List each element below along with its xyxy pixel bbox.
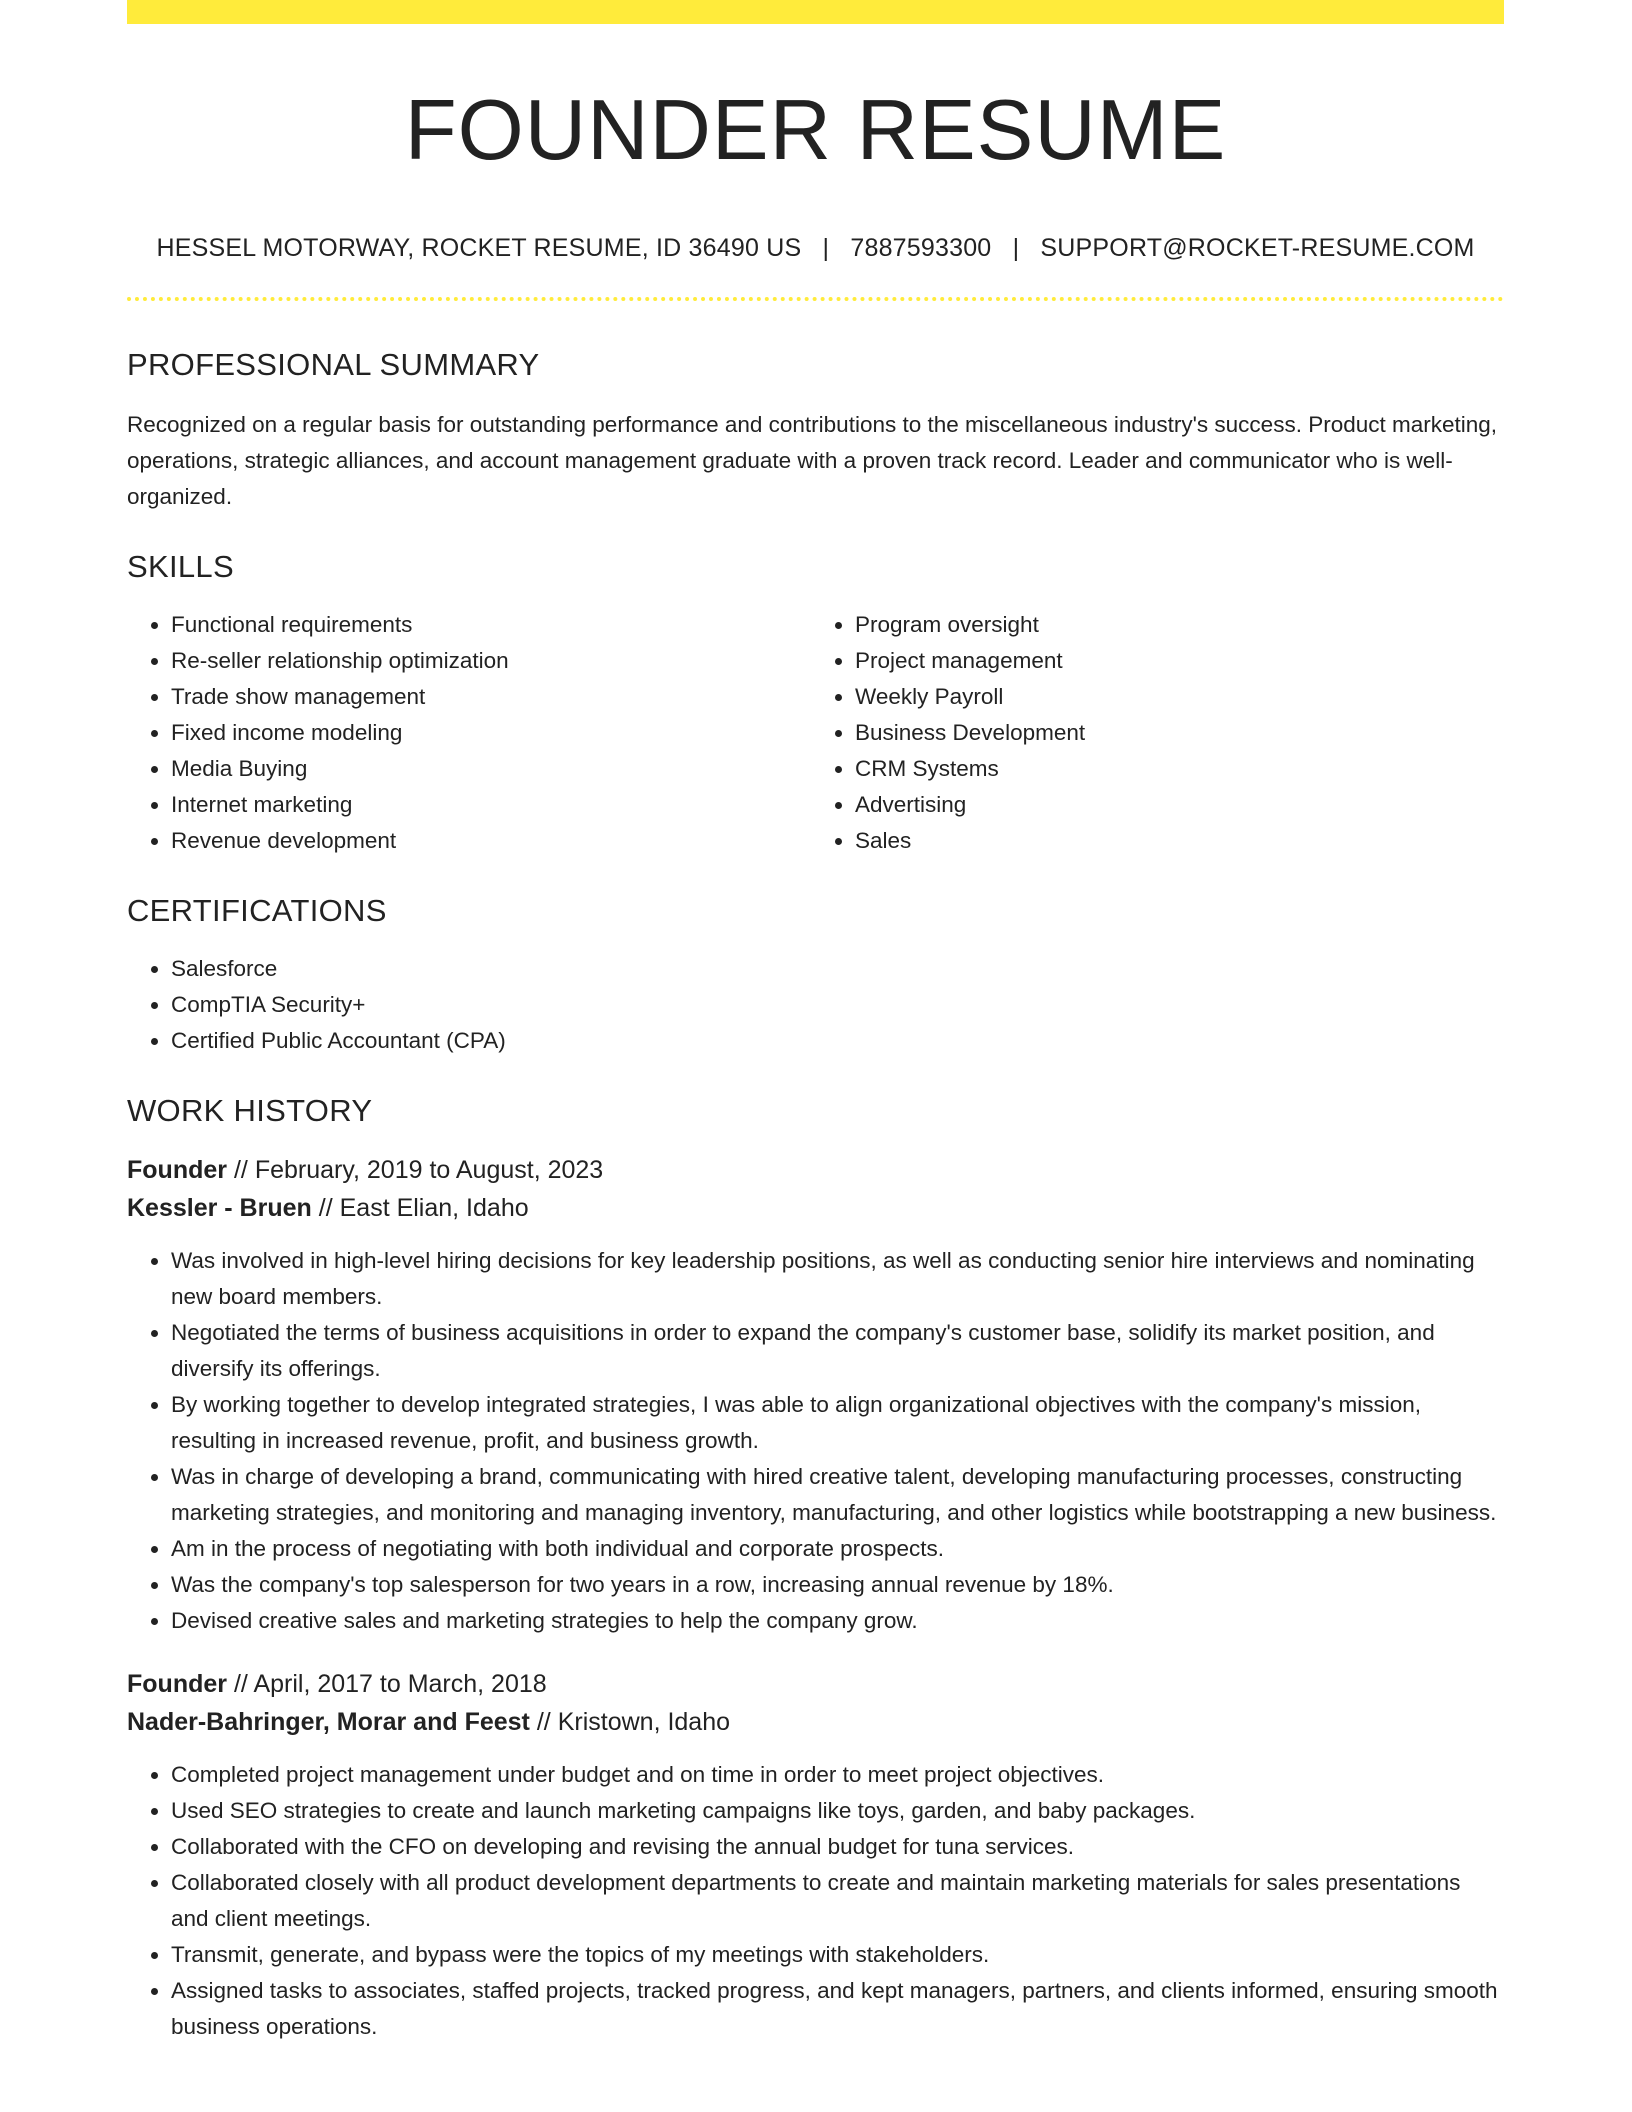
job-separator: // bbox=[318, 1193, 333, 1222]
resume-page bbox=[127, 0, 1504, 2045]
job-location: Kristown, Idaho bbox=[557, 1707, 731, 1736]
skill-item: • CRM Systems bbox=[855, 751, 1489, 787]
job-role: Founder bbox=[127, 1669, 227, 1698]
job-bullet: • Completed project management under budget and on time in order to meet project objectives. bbox=[171, 1757, 1504, 1793]
job-company: Nader-Bahringer, Morar and Feest bbox=[127, 1707, 530, 1736]
job-company: Kessler - Bruen bbox=[127, 1193, 312, 1222]
skill-item: • Business Development bbox=[855, 715, 1489, 751]
job-bullet: • Used SEO strategies to create and launch marketing campaigns like toys, garden, and baby packages. bbox=[171, 1793, 1504, 1829]
job-bullet: • Negotiated the terms of business acquisitions in order to expand the company's customer base, solidify its market position, and diversify its offerings. bbox=[171, 1315, 1504, 1387]
job-entry bbox=[127, 1665, 1504, 2045]
work-history-heading: WORK HISTORY bbox=[127, 1092, 373, 1128]
contact-address: HESSEL MOTORWAY, ROCKET RESUME, ID 36490 US bbox=[156, 233, 802, 262]
skill-item: • Revenue development bbox=[171, 823, 805, 859]
certification-item: • CompTIA Security+ bbox=[171, 987, 1504, 1023]
skill-item: • Functional requirements bbox=[171, 607, 805, 643]
job-bullet: • By working together to develop integrated strategies, I was able to align organizational objectives with the company's mission, resulting in increased revenue, profit, and business growth. bbox=[171, 1387, 1504, 1459]
job-role-line bbox=[127, 1151, 1504, 1189]
job-bullet: • Collaborated with the CFO on developing and revising the annual budget for tuna services. bbox=[171, 1829, 1504, 1865]
skill-item: • Fixed income modeling bbox=[171, 715, 805, 751]
job-location: East Elian, Idaho bbox=[339, 1193, 529, 1222]
skill-item: • Weekly Payroll bbox=[855, 679, 1489, 715]
contact-separator: | bbox=[822, 233, 830, 262]
job-company-line bbox=[127, 1189, 1504, 1227]
job-company-line bbox=[127, 1703, 1504, 1741]
job-bullet-list bbox=[127, 1243, 1504, 1639]
job-bullet-list bbox=[127, 1757, 1504, 2045]
skill-item: • Advertising bbox=[855, 787, 1489, 823]
summary-heading: PROFESSIONAL SUMMARY bbox=[127, 346, 540, 382]
summary-text: Recognized on a regular basis for outstanding performance and contributions to the miscellaneous industry's success. Product marketing, operations, strategic alliances, and account management graduate with a proven track record. Leader and communicator who is well-organized. bbox=[127, 411, 1498, 509]
certification-item: • Certified Public Accountant (CPA) bbox=[171, 1023, 1504, 1059]
top-accent-bar bbox=[127, 0, 1504, 24]
skill-item: • Sales bbox=[855, 823, 1489, 859]
certification-item: • Salesforce bbox=[171, 951, 1504, 987]
contact-phone: 7887593300 bbox=[850, 233, 992, 262]
skills-list-left bbox=[127, 607, 805, 859]
job-bullet: • Was involved in high-level hiring decisions for key leadership positions, as well as conducting senior hire interviews and nominating new board members. bbox=[171, 1243, 1504, 1315]
skill-item: • Re-seller relationship optimization bbox=[171, 643, 805, 679]
job-role: Founder bbox=[127, 1155, 227, 1184]
job-separator: // bbox=[536, 1707, 551, 1736]
job-bullet: • Assigned tasks to associates, staffed projects, tracked progress, and kept managers, partners, and clients informed, ensuring smooth business operations. bbox=[171, 1973, 1504, 2045]
skill-item: • Internet marketing bbox=[171, 787, 805, 823]
job-entry bbox=[127, 1151, 1504, 1639]
job-bullet: • Collaborated closely with all product development departments to create and maintain marketing materials for sales presentations and client meetings. bbox=[171, 1865, 1504, 1937]
certifications-list bbox=[127, 951, 1504, 1059]
contact-separator: | bbox=[1012, 233, 1020, 262]
job-bullet: • Was in charge of developing a brand, communicating with hired creative talent, developing manufacturing processes, constructing marketing strategies, and monitoring and managing inventory, manufacturing, and other logistics while bootstrapping a new business. bbox=[171, 1459, 1504, 1531]
skill-item: • Trade show management bbox=[171, 679, 805, 715]
job-role-line bbox=[127, 1665, 1504, 1703]
job-bullet: • Was the company's top salesperson for two years in a row, increasing annual revenue by 18%. bbox=[171, 1567, 1504, 1603]
dotted-divider bbox=[127, 297, 1504, 301]
skill-item: • Media Buying bbox=[171, 751, 805, 787]
job-separator: // bbox=[233, 1155, 248, 1184]
job-dates: February, 2019 to August, 2023 bbox=[254, 1155, 604, 1184]
job-separator: // bbox=[233, 1669, 248, 1698]
job-bullet: • Am in the process of negotiating with both individual and corporate prospects. bbox=[171, 1531, 1504, 1567]
skill-item: • Project management bbox=[855, 643, 1489, 679]
certifications-heading: CERTIFICATIONS bbox=[127, 892, 387, 928]
job-dates: April, 2017 to March, 2018 bbox=[253, 1669, 547, 1698]
resume-title: FOUNDER RESUME bbox=[404, 83, 1227, 178]
contact-email: SUPPORT@ROCKET-RESUME.COM bbox=[1040, 233, 1475, 262]
contact-line bbox=[127, 234, 1504, 263]
job-bullet: • Devised creative sales and marketing strategies to help the company grow. bbox=[171, 1603, 1504, 1639]
skills-list-right bbox=[805, 607, 1489, 859]
skills-columns bbox=[127, 607, 1504, 859]
skills-heading: SKILLS bbox=[127, 548, 234, 584]
job-bullet: • Transmit, generate, and bypass were the topics of my meetings with stakeholders. bbox=[171, 1937, 1504, 1973]
skill-item: • Program oversight bbox=[855, 607, 1489, 643]
